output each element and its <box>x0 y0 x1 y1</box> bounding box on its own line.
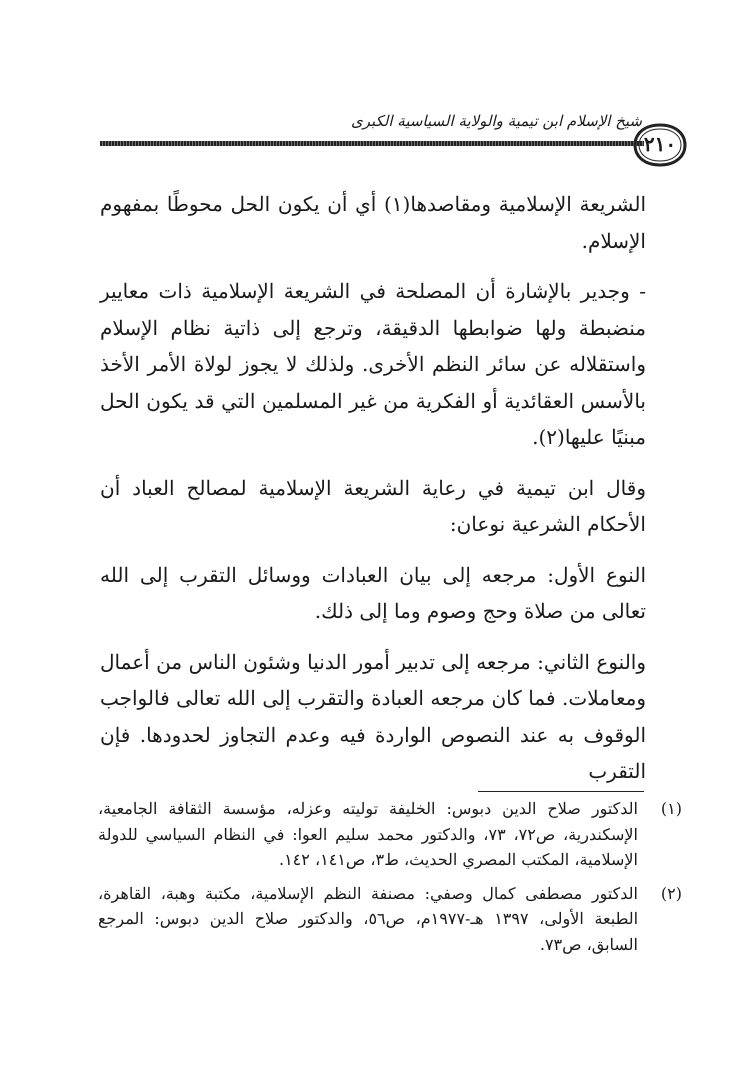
footnote-number: (٢) <box>660 883 682 903</box>
paragraph: الشريعة الإسلامية ومقاصدها(١) أي أن يكون الحل محوطًا بمفهوم الإسلام. <box>100 192 646 253</box>
footnotes <box>98 796 682 965</box>
paragraph: والنوع الثاني: مرجعه إلى تدبير أمور الدنيا وشئون الناس من أعمال ومعاملات. فما كان مرجعه العبادة والتقرب إلى الله تعالى فالواجب الوقوف به عند النصوص الواردة فيه وعدم التجاوز لحدودها. فإن التقرب <box>100 649 646 783</box>
footnote <box>98 881 682 958</box>
paragraph: - وجدير بالإشارة أن المصلحة في الشريعة الإسلامية ذات معايير منضبطة ولها ضوابطها الدقيقة، وترجع إلى ذاتية نظام الإسلام واستقلاله عن سائر النظم الأخرى. ولذلك لا يجوز لولاة الأمر الأخذ بالأسس العقائدية أو الفكرية من غير المسلمين التي قد يكون الحل مبنيًا عليها(٢). <box>100 279 646 449</box>
main-text <box>100 186 646 804</box>
paragraph: النوع الأول: مرجعه إلى بيان العبادات ووسائل التقرب إلى الله تعالى من صلاة وحج وصوم وما إلى ذلك. <box>100 562 646 623</box>
footnote <box>98 796 682 873</box>
footnote-text: الدكتور صلاح الدين دبوس: الخليفة توليته وعزله، مؤسسة الثقافة الجامعية، الإسكندرية، ص٧٢، ٧٣، والدكتور محمد سليم العوا: في النظام السياسي للدولة الإسلامية، المكتب المصري الحديث، ط٣، ص١٤١، ١٤٢. <box>98 799 639 869</box>
page-number-badge <box>632 122 688 168</box>
running-title: شيخ الإسلام ابن تيمية والولاية السياسية الكبرى <box>350 112 642 130</box>
footnote-number: (١) <box>660 799 682 818</box>
footnote-text: الدكتور مصطفى كمال وصفي: مصنفة النظم الإسلامية، مكتبة وهبة، القاهرة، الطبعة الأولى، ١٣٩٧ هـ-١٩٧٧م، ص٥٦، والدكتور صلاح الدين دبوس: المرجع السابق، ص٧٣. <box>98 883 639 954</box>
paragraph: وقال ابن تيمية في رعاية الشريعة الإسلامية لمصالح العباد أن الأحكام الشرعية نوعان: <box>100 475 646 536</box>
footnote-separator <box>478 791 644 792</box>
header-rule <box>100 141 644 146</box>
page-number: ٢١٠ <box>643 132 677 156</box>
